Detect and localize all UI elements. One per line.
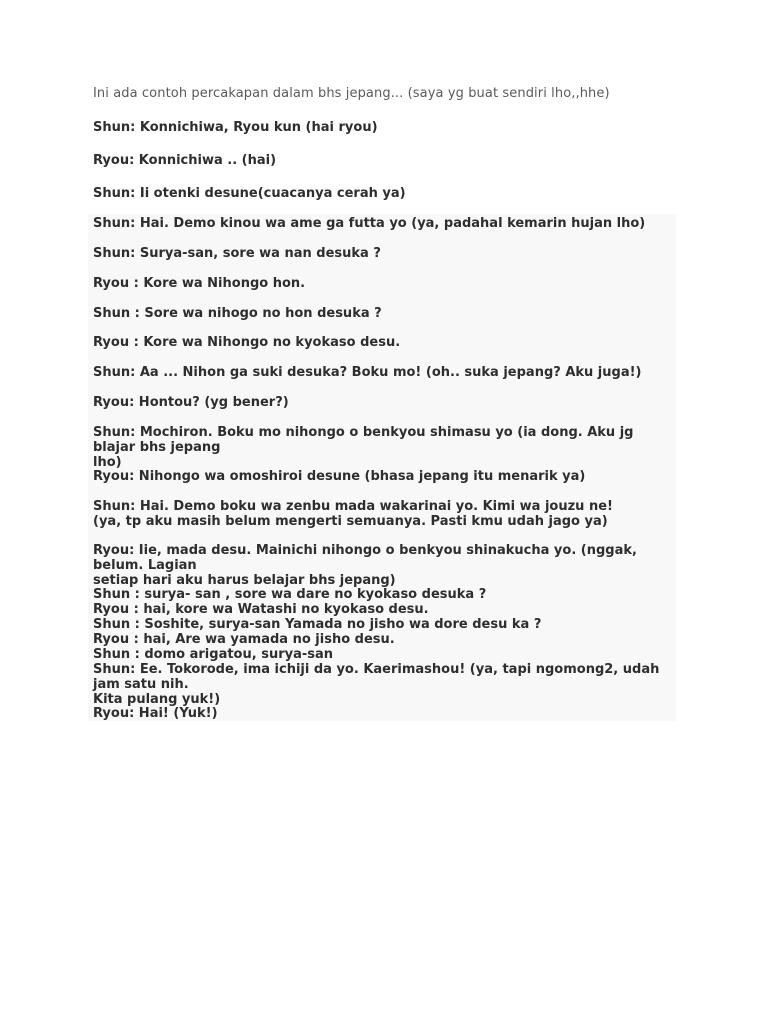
dialogue-line: Shun: Ii otenki desune(cuacanya cerah ya) bbox=[93, 186, 406, 201]
dialogue-line: Shun: Konnichiwa, Ryou kun (hai ryou) bbox=[93, 120, 378, 135]
intro-text: Ini ada contoh percakapan dalam bhs jepang... (saya yg buat sendiri lho,,hhe) bbox=[93, 86, 610, 101]
dialogue-paragraph: Ryou: Hontou? (yg bener?) bbox=[93, 395, 289, 410]
dialogue-paragraph: Shun: Hai. Demo kinou wa ame ga futta yo (ya, padahal kemarin hujan lho) bbox=[93, 216, 646, 231]
dialogue-line: Ryou: Konnichiwa .. (hai) bbox=[93, 153, 277, 168]
dialogue-paragraph: Shun: Surya-san, sore wa nan desuka ? bbox=[93, 246, 381, 261]
dialogue-paragraph: Shun : surya- san , sore wa dare no kyokaso desuka ? Ryou : hai, kore wa Watashi no kyokaso desu. Shun : Soshite, surya-san Yamada no jisho wa dore desu ka ? Ryou : hai, Are wa yamada no jisho desu. Shun : domo arigatou, surya-san Shun: Ee. Tokorode, ima ichiji da yo. Kaerimashou! (ya, tapi ngomong2, udah jam satu nih. Kita pulang yuk!) bbox=[93, 587, 660, 707]
dialogue-paragraph: Ryou: Hai! (Yuk!) bbox=[93, 706, 218, 721]
dialogue-paragraph: Ryou: Iie, mada desu. Mainichi nihongo o benkyou shinakucha yo. (nggak, belum. Lagian setiap hari aku harus belajar bhs jepang) bbox=[93, 543, 637, 588]
dialogue-paragraph: Shun: Hai. Demo boku wa zenbu mada wakarinai yo. Kimi wa jouzu ne! (ya, tp aku masih belum mengerti semuanya. Pasti kmu udah jago ya) bbox=[93, 499, 613, 529]
dialogue-paragraph: Ryou : Kore wa Nihongo no kyokaso desu. bbox=[93, 335, 401, 350]
dialogue-paragraph: Ryou : Kore wa Nihongo hon. bbox=[93, 276, 306, 291]
dialogue-paragraph: Shun: Mochiron. Boku mo nihongo o benkyou shimasu yo (ia dong. Aku jg blajar bhs jepang lho) bbox=[93, 425, 634, 470]
dialogue-paragraph: Shun : Sore wa nihogo no hon desuka ? bbox=[93, 306, 382, 321]
dialogue-block bbox=[88, 214, 676, 721]
dialogue-paragraph: Shun: Aa ... Nihon ga suki desuka? Boku mo! (oh.. suka jepang? Aku juga!) bbox=[93, 365, 642, 380]
dialogue-paragraph: Ryou: Nihongo wa omoshiroi desune (bhasa jepang itu menarik ya) bbox=[93, 469, 586, 484]
